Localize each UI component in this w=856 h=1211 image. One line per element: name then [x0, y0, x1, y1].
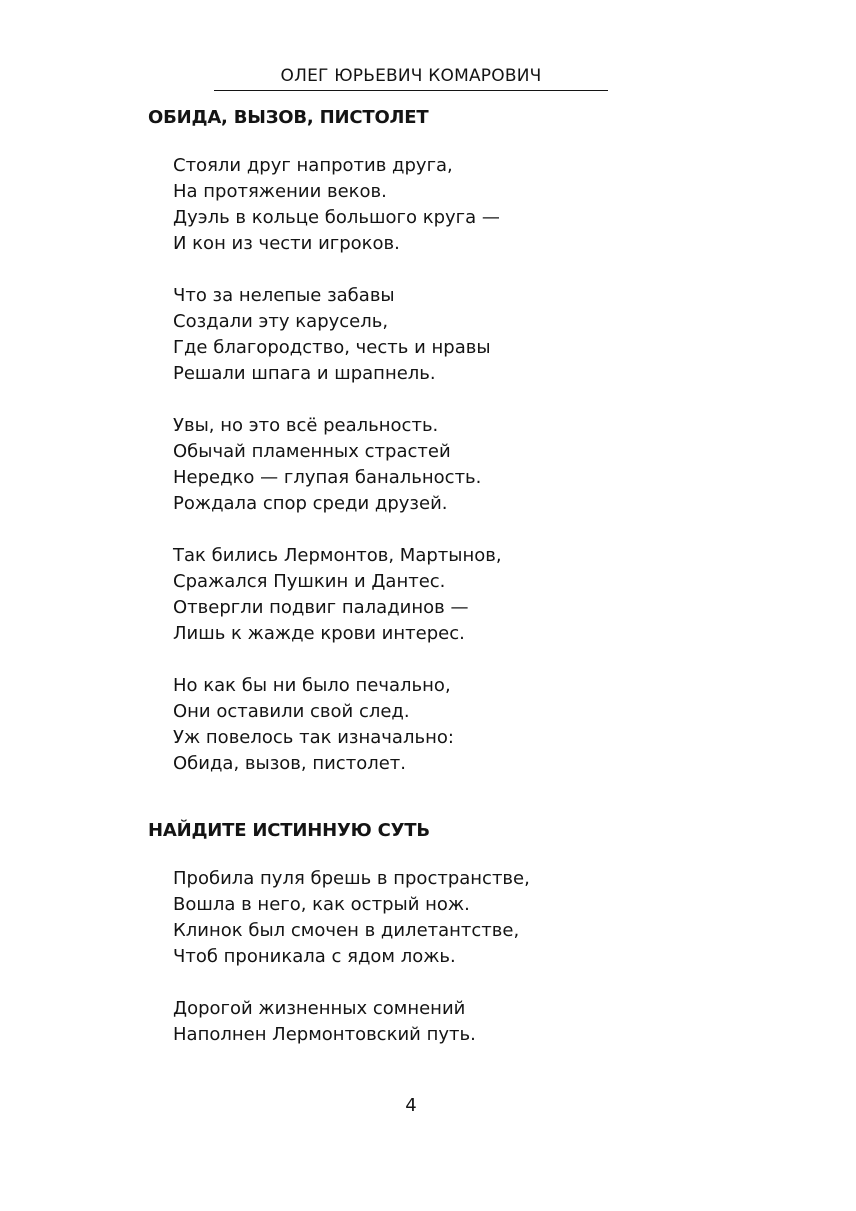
poem-line: И кон из чести игроков.: [173, 233, 400, 254]
poem-line: На протяжении веков.: [173, 181, 387, 202]
stanza: [173, 866, 530, 970]
stanza: [173, 543, 502, 647]
poem-title: ОБИДА, ВЫЗОВ, ПИСТОЛЕТ: [148, 107, 429, 128]
stanza: [173, 996, 530, 1048]
poem-line: Дуэль в кольце большого круга —: [173, 207, 500, 228]
poem-line: Клинок был смочен в дилетантстве,: [173, 920, 520, 941]
stanza: [173, 413, 502, 517]
poem-line: Пробила пуля брешь в пространстве,: [173, 868, 530, 889]
poem-line: Сражался Пушкин и Дантес.: [173, 571, 446, 592]
poem-line: Они оставили свой след.: [173, 701, 410, 722]
poem-line: Дорогой жизненных сомнений: [173, 998, 466, 1019]
poem-line: Создали эту карусель,: [173, 311, 389, 332]
poem-line: Решали шпага и шрапнель.: [173, 363, 436, 384]
poem-body: [173, 153, 502, 777]
poem-line: Вошла в него, как острый нож.: [173, 894, 470, 915]
poem-line: Чтоб проникала с ядом ложь.: [173, 946, 456, 967]
poem-line: Так бились Лермонтов, Мартынов,: [173, 545, 502, 566]
poem-line: Отвергли подвиг паладинов —: [173, 597, 469, 618]
stanza: [173, 673, 502, 777]
poem-line: Увы, но это всё реальность.: [173, 415, 439, 436]
poem-line: Но как бы ни было печально,: [173, 675, 451, 696]
poem-line: Рождала спор среди друзей.: [173, 493, 448, 514]
poem-line: Нередко — глупая банальность.: [173, 467, 482, 488]
poem-line: Обычай пламенных страстей: [173, 441, 451, 462]
poem-title: НАЙДИТЕ ИСТИННУЮ СУТЬ: [148, 820, 430, 841]
poem-line: Стояли друг напротив друга,: [173, 155, 453, 176]
poem-line: Обида, вызов, пистолет.: [173, 753, 406, 774]
poem-body: [173, 866, 530, 1048]
stanza: [173, 283, 502, 387]
running-head: ОЛЕГ ЮРЬЕВИЧ КОМАРОВИЧ: [280, 66, 542, 86]
poem-line: Что за нелепые забавы: [173, 285, 395, 306]
poem-line: Лишь к жажде крови интерес.: [173, 623, 465, 644]
poem-line: Уж повелось так изначально:: [173, 727, 454, 748]
header-rule: [214, 90, 608, 91]
page-number: 4: [405, 1095, 417, 1116]
poem-line: Где благородство, честь и нравы: [173, 337, 491, 358]
stanza: [173, 153, 502, 257]
poem-line: Наполнен Лермонтовский путь.: [173, 1024, 476, 1045]
